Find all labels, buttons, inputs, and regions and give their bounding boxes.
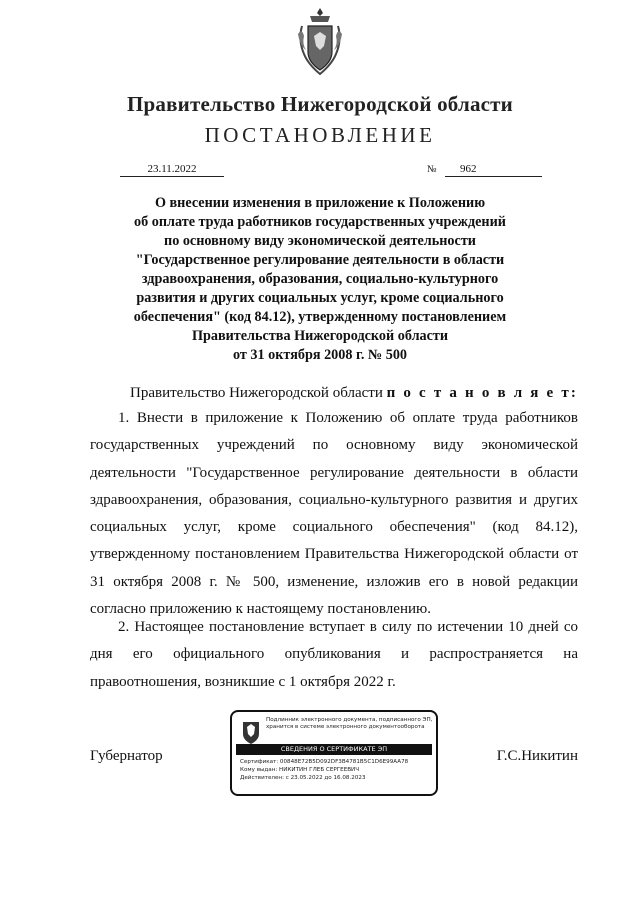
document-type: ПОСТАНОВЛЕНИЕ <box>204 123 436 147</box>
organization-name: Правительство Нижегородской области <box>127 92 513 116</box>
title-line: здравоохранения, образования, социально-культурного <box>141 271 499 287</box>
title-line: об оплате труда работников государственных учреждений <box>134 214 506 230</box>
signatory-position: Губернатор <box>90 748 163 764</box>
preamble-verb: п о с т а н о в л я е т: <box>386 385 579 401</box>
document-number: 962 <box>445 163 542 177</box>
stamp-certificate: Сертификат: 00848E72B5D092DF3B4781B5C1D6E99AA78 <box>240 759 409 765</box>
number-label: № <box>427 164 437 175</box>
e-signature-stamp <box>230 710 438 796</box>
title-line: обеспечения" (код 84.12), утвержденному постановлением <box>133 309 507 325</box>
stamp-heading: СВЕДЕНИЯ О СЕРТИФИКАТЕ ЭП <box>236 744 432 755</box>
title-line: по основному виду экономической деятельности <box>164 233 476 249</box>
paragraph-2: 2. Настоящее постановление вступает в силу по истечении 10 дней со дня его официального опубликования и распространяется на правоотношения, возникшие с 1 октября 2022 г. <box>90 619 578 690</box>
signatory-name: Г.С.Никитин <box>496 748 578 764</box>
stamp-notice: Подлинник электронного документа, подписанного ЭП, хранится в системе электронного документооборота <box>266 717 433 730</box>
preamble <box>130 385 578 402</box>
title-line: от 31 октября 2008 г. № 500 <box>232 347 408 363</box>
preamble-text: Правительство Нижегородской области <box>130 385 387 401</box>
document-date: 23.11.2022 <box>120 163 224 177</box>
title-line: "Государственное регулирование деятельности в области <box>135 252 505 268</box>
stamp-details <box>240 758 408 782</box>
stamp-validity: Действителен: с 23.05.2022 до 16.08.2023 <box>240 775 366 781</box>
title-line: развития и других социальных услуг, кроме социального <box>136 290 504 306</box>
paragraph-1: 1. Внести в приложение к Положению об оплате труда работников государственных учреждений по основному виду экономической деятельности "Государственное регулирование деятельности в области здравоохранения, образования, социально-культурного развития и других социальных услуг, кроме социального обеспечения" (код 84.12), утвержденному постановлением Правительства Нижегородской области от 31 октября 2008 г. № 500, изменение, изложив его в новой редакции согласно приложению к настоящему постановлению. <box>90 410 578 618</box>
document-title <box>60 194 580 365</box>
emblem-icon <box>240 718 262 746</box>
title-line: Правительства Нижегородской области <box>191 328 449 344</box>
title-line: О внесении изменения в приложение к Положению <box>154 195 486 211</box>
coat-of-arms-emblem <box>296 6 344 78</box>
stamp-owner: Кому выдан: НИКИТИН ГЛЕБ СЕРГЕЕВИЧ <box>240 767 360 773</box>
